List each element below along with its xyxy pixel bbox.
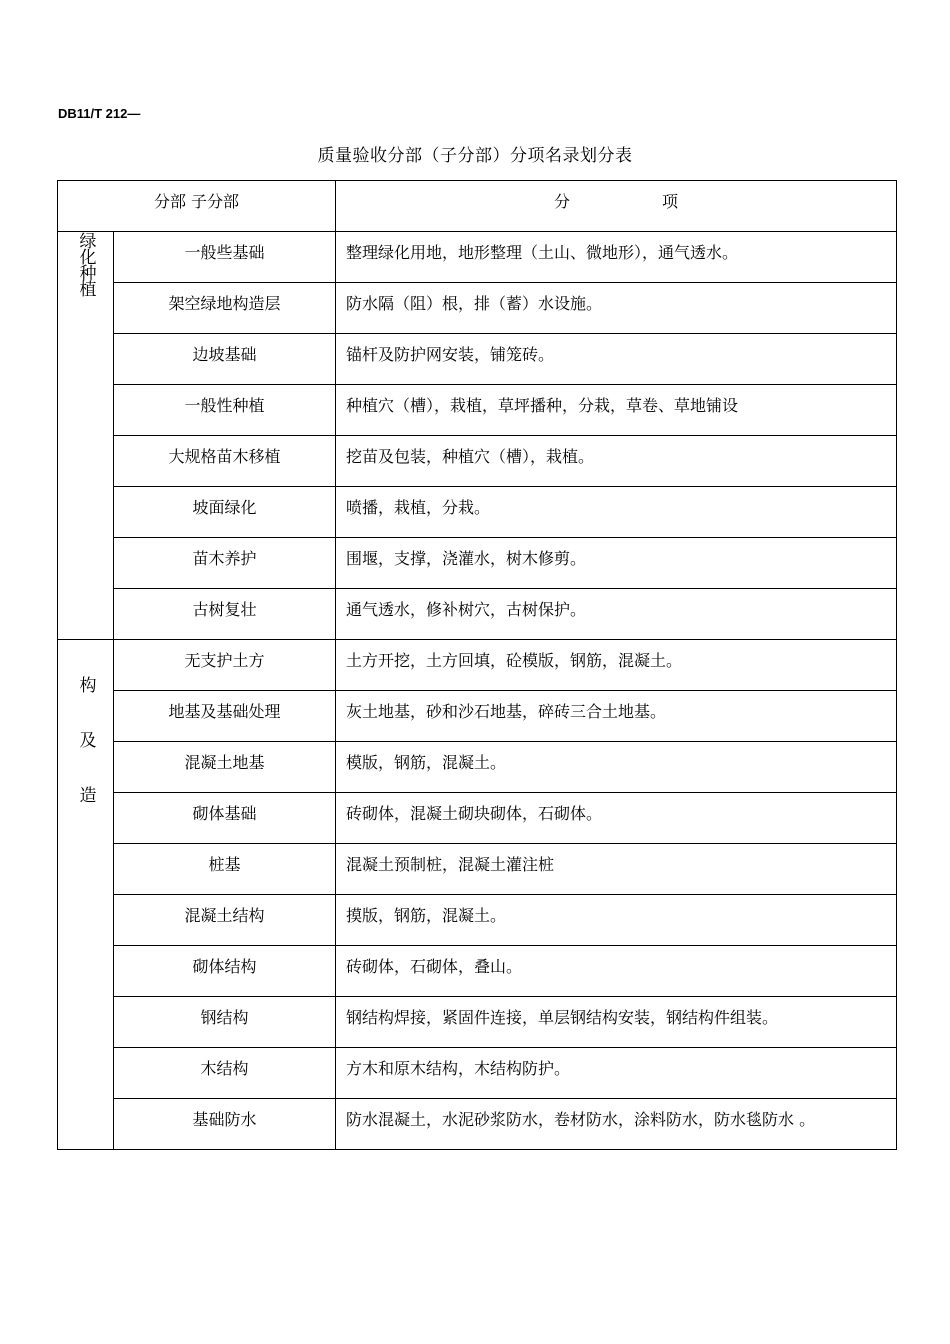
table-row [58,691,897,742]
table-row [58,232,897,283]
subdivision-cell: 砌体结构 [114,946,336,997]
items-cell: 方木和原木结构，木结构防护。 [336,1048,897,1099]
subdivision-cell: 钢结构 [114,997,336,1048]
group-label-cell [58,640,114,1150]
items-cell: 砖砌体，混凝土砌块砌体，石砌体。 [336,793,897,844]
items-cell: 锚杆及防护网安装，铺笼砖。 [336,334,897,385]
table-row [58,487,897,538]
header-items-right: 项 [662,192,679,211]
division-table [57,180,897,1150]
items-cell: 灰土地基，砂和沙石地基，碎砖三合土地基。 [336,691,897,742]
items-cell: 围堰，支撑，浇灌水，树木修剪。 [336,538,897,589]
subdivision-cell: 一般性种植 [114,385,336,436]
header-row [58,181,897,232]
subdivision-cell: 木结构 [114,1048,336,1099]
subdivision-cell: 地基及基础处理 [114,691,336,742]
group-label: 绿化种植 [75,232,96,296]
table-row [58,589,897,640]
table-row [58,385,897,436]
table-row [58,844,897,895]
group-label-cell [58,232,114,640]
table-row [58,538,897,589]
document-code: DB11/T 212— [58,106,141,121]
items-cell: 砖砌体，石砌体，叠山。 [336,946,897,997]
items-cell: 喷播，栽植，分栽。 [336,487,897,538]
subdivision-cell: 混凝土结构 [114,895,336,946]
subdivision-cell: 混凝土地基 [114,742,336,793]
table-row [58,283,897,334]
subdivision-cell: 砌体基础 [114,793,336,844]
table-row [58,742,897,793]
subdivision-cell: 苗木养护 [114,538,336,589]
items-cell: 混凝土预制桩，混凝土灌注桩 [336,844,897,895]
subdivision-cell: 基础防水 [114,1099,336,1150]
table-row [58,997,897,1048]
subdivision-cell: 架空绿地构造层 [114,283,336,334]
subdivision-cell: 大规格苗木移植 [114,436,336,487]
items-cell: 种植穴（槽），栽植，草坪播种，分栽，草卷、草地铺设 [336,385,897,436]
subdivision-cell: 古树复壮 [114,589,336,640]
items-cell: 钢结构焊接，紧固件连接，单层钢结构安装，钢结构件组装。 [336,997,897,1048]
items-cell: 模版，钢筋，混凝土。 [336,742,897,793]
items-cell: 通气透水，修补树穴，古树保护。 [336,589,897,640]
table-title: 质量验收分部（子分部）分项名录划分表 [317,146,633,166]
table-row [58,334,897,385]
header-items [336,181,897,232]
items-cell: 防水混凝土，水泥砂浆防水，卷材防水，涂料防水，防水毯防水 。 [336,1099,897,1150]
subdivision-cell: 一般些基础 [114,232,336,283]
group-label: 构及造 [75,676,96,841]
table-row [58,1048,897,1099]
header-items-left: 分 [553,192,570,211]
items-cell: 挖苗及包装，种植穴（槽），栽植。 [336,436,897,487]
table-row [58,793,897,844]
table-row [58,640,897,691]
table-row [58,436,897,487]
items-cell: 摸版，钢筋，混凝土。 [336,895,897,946]
items-cell: 整理绿化用地，地形整理（土山、微地形），通气透水。 [336,232,897,283]
table-row [58,1099,897,1150]
subdivision-cell: 桩基 [114,844,336,895]
items-cell: 防水隔（阻）根，排（蓄）水设施。 [336,283,897,334]
items-cell: 土方开挖，土方回填，砼模版，钢筋，混凝土。 [336,640,897,691]
table-row [58,946,897,997]
subdivision-cell: 边坡基础 [114,334,336,385]
subdivision-cell: 无支护土方 [114,640,336,691]
subdivision-cell: 坡面绿化 [114,487,336,538]
table-row [58,895,897,946]
header-division: 分部 子分部 [58,181,336,232]
